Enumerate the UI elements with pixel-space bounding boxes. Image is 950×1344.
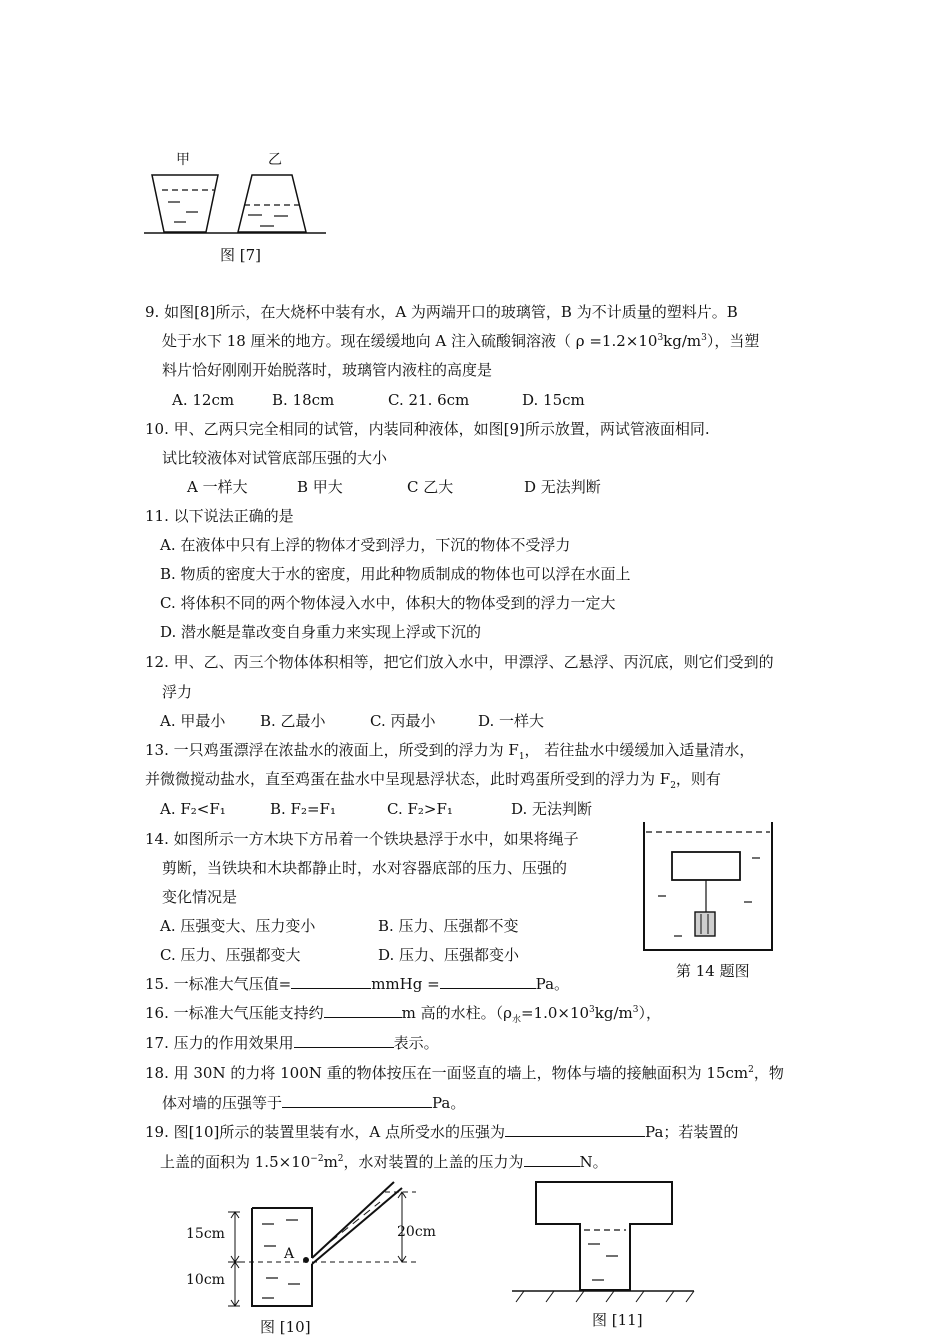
q9-line3: 料片恰好刚刚开始脱落时，玻璃管内液柱的高度是 (162, 361, 493, 379)
fig10-vessel (252, 1208, 312, 1306)
q15-blank-2[interactable] (440, 974, 536, 989)
q11-stem: 11. 以下说法正确的是 (145, 507, 294, 525)
q14-option-a: A. 压强变大、压力变小 (160, 917, 316, 935)
fig11-vessel (536, 1182, 672, 1290)
fig10-point-a (303, 1257, 309, 1263)
fig10-label-15cm: 15cm (186, 1226, 225, 1242)
q12-option-d: D. 一样大 (478, 712, 545, 730)
q13-line2: 并微微搅动盐水，直至鸡蛋在盐水中呈现悬浮状态，此时鸡蛋所受到的浮力为 $F_2$，则有 (145, 770, 721, 791)
q12-line1: 12. 甲、乙、丙三个物体体积相等，把它们放入水中，甲漂浮、乙悬浮、丙沉底，则它们受到的 (145, 653, 774, 671)
q14-line2: 剪断，当铁块和木块都静止时，水对容器底部的压力、压强的 (162, 859, 568, 877)
q15-line: 15. 一标准大气压值= mmHg = Pa。 (145, 975, 570, 993)
q19-blank-1[interactable] (505, 1122, 645, 1137)
q19-blank-2[interactable] (524, 1152, 580, 1167)
q19-line1: 19. 图[10]所示的装置里装有水，A 点所受水的压强为 Pa；若装置的 (145, 1123, 739, 1141)
figure-10 (180, 1172, 440, 1312)
q18-blank[interactable] (282, 1093, 432, 1108)
q14-option-b: B. 压力、压强都不变 (378, 917, 519, 935)
q14-iron-block (695, 912, 715, 936)
q9-option-c: C. 21. 6cm (388, 391, 470, 409)
q13-option-a: A. F₂<F₁ (160, 800, 226, 818)
q14-figure-caption: 第 14 题图 (676, 962, 750, 980)
q10-option-a: A 一样大 (187, 478, 248, 496)
fig7-caption: 图 [7] (220, 246, 262, 264)
fig11-caption: 图 [11] (592, 1311, 643, 1329)
q9-line2: 处于水下 18 厘米的地方。现在缓缓地向 A 注入硫酸铜溶液（ $\rho =1.2\times 10^3kg/m^3$），当塑 (162, 332, 760, 350)
q12-line2: 浮力 (162, 683, 193, 701)
q9-option-d: D. 15cm (522, 391, 585, 409)
q11-option-c: C. 将体积不同的两个物体浸入水中，体积大的物体受到的浮力一定大 (160, 594, 616, 612)
q14-wood-block (672, 852, 740, 880)
q16-blank[interactable] (324, 1003, 402, 1018)
fig10-label-a: A (284, 1246, 295, 1262)
q17-line: 17. 压力的作用效果用 表示。 (145, 1034, 439, 1052)
q10-option-c: C 乙大 (407, 478, 454, 496)
q14-option-d: D. 压力、压强都变小 (378, 946, 520, 964)
q9-option-a: A. 12cm (172, 391, 235, 409)
fig10-label-20cm: 20cm (397, 1224, 436, 1240)
q14-line3: 变化情况是 (162, 888, 238, 906)
q14-line1: 14. 如图所示一方木块下方吊着一个铁块悬浮于水中，如果将绳子 (145, 830, 579, 848)
fig7-container-jia (152, 175, 218, 232)
q14-option-c: C. 压力、压强都变大 (160, 946, 301, 964)
q15-blank-1[interactable] (291, 974, 371, 989)
figure-q14 (640, 820, 780, 955)
q10-line2: 试比较液体对试管底部压强的大小 (162, 449, 388, 467)
q10-option-b: B 甲大 (297, 478, 343, 496)
q18-line1: 18. 用 30N 的力将 100N 重的物体按压在一面竖直的墙上，物体与墙的接触面积为 $15cm^2$，物 (145, 1064, 784, 1082)
q10-line1: 10. 甲、乙两只完全相同的试管，内装同种液体，如图[9]所示放置，两试管液面相同. (145, 420, 710, 438)
figure-7 (140, 150, 330, 240)
q9-option-b: B. 18cm (272, 391, 335, 409)
q13-option-d: D. 无法判断 (511, 800, 593, 818)
fig10-caption: 图 [10] (260, 1318, 311, 1336)
q9-line1: 9. 如图[8]所示，在大烧杯中装有水，A 为两端开口的玻璃管，B 为不计质量的塑料片。B (145, 303, 738, 321)
q10-option-d: D 无法判断 (524, 478, 601, 496)
q17-blank[interactable] (294, 1033, 394, 1048)
q13-line1: 13. 一只鸡蛋漂浮在浓盐水的液面上，所受到的浮力为 $F_1$， 若往盐水中缓缓加入适量清水， (145, 741, 755, 762)
q12-option-b: B. 乙最小 (260, 712, 326, 730)
q16-line: 16. 一标准大气压能支持约 m 高的水柱。$(\rho_水=1.0\times 10^3kg/m^3)$， (145, 1004, 661, 1025)
q12-option-c: C. 丙最小 (370, 712, 436, 730)
q12-option-a: A. 甲最小 (160, 712, 226, 730)
q19-line2: 上盖的面积为 $1.5\times 10^{-2}m^2$，水对装置的上盖的压力为 N。 (160, 1153, 608, 1171)
fig7-container-yi (238, 175, 306, 232)
fig7-label-yi: 乙 (268, 152, 282, 168)
q11-option-d: D. 潜水艇是靠改变自身重力来实现上浮或下沉的 (160, 623, 482, 641)
fig10-label-10cm: 10cm (186, 1272, 225, 1288)
fig10-tube-lower (312, 1188, 402, 1264)
q18-line2: 体对墙的压强等于 Pa。 (162, 1094, 466, 1112)
fig7-label-jia: 甲 (176, 152, 190, 168)
q13-option-b: B. F₂=F₁ (270, 800, 336, 818)
figure-11 (510, 1178, 700, 1308)
q13-option-c: C. F₂>F₁ (387, 800, 453, 818)
q11-option-b: B. 物质的密度大于水的密度，用此种物质制成的物体也可以浮在水面上 (160, 565, 631, 583)
q11-option-a: A. 在液体中只有上浮的物体才受到浮力，下沉的物体不受浮力 (160, 536, 571, 554)
